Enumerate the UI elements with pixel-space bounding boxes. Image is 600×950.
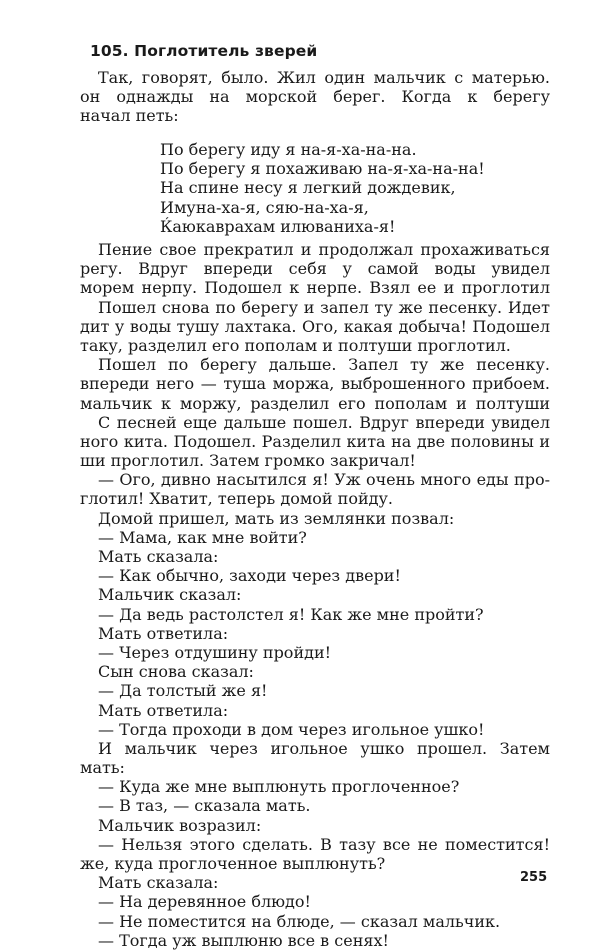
text-line: Мать сказала: (98, 547, 219, 566)
text-line: — Как обычно, заходи через двери! (98, 566, 401, 586)
text-line: — Мама, как мне войти? (98, 527, 307, 547)
text-line: Мать ответила: (98, 700, 229, 720)
text-line: Пошел снова по берегу и запел ту же песенку. Идет (98, 297, 550, 317)
text-line: регу. Вдруг впереди себя у самой воды увидел (80, 259, 550, 279)
text-line: Мальчик возразил: (98, 815, 262, 835)
text-line: глотил! Хватит, теперь домой пойду. (80, 489, 393, 509)
text-line: — Нельзя этого сделать. В тазу все не поместится! (98, 834, 550, 854)
text-line: Домой пришел, мать из землянки позвал: (98, 508, 455, 528)
text-line: — Да ведь растолстел я! Как же мне пройти? (98, 604, 484, 624)
song-verse (160, 140, 485, 236)
text-line: таку, разделил его пополам и полтуши проглотил. (80, 335, 511, 355)
text-line: Сын снова сказал: (98, 662, 254, 682)
verse-line: На спине несу я легкий дождевик, (160, 178, 456, 198)
text-line: — Ого, дивно насытился я! Уж очень много еды про- (98, 470, 550, 490)
story-body (80, 240, 550, 950)
text-line: Пошел по берегу дальше. Запел ту же песенку. (98, 355, 550, 375)
text-line: С песней еще дальше пошел. Вдруг впереди увидел (98, 412, 550, 432)
text-line: И мальчик через игольное ушко прошел. Затем (98, 738, 550, 758)
verse-line: По берегу иду я на-я-ха-на-на. (160, 140, 417, 159)
text-line: впереди него — туша моржа, выброшенного прибоем. (80, 374, 550, 394)
text-line: ного кита. Подошел. Разделил кита на две половины и (80, 431, 550, 451)
story-title: 105. Поглотитель зверей (90, 42, 318, 60)
text-line: он однажды на морской берег. Когда к берегу (80, 87, 550, 107)
page-number: 255 (520, 870, 548, 885)
intro-paragraph (80, 68, 550, 126)
text-line: — Не поместится на блюде, — сказал мальчик. (98, 911, 501, 931)
text-line: — В таз, — сказала мать. (98, 796, 311, 816)
text-line: Мать ответила: (98, 623, 229, 643)
text-line: начал петь: (80, 106, 179, 126)
text-line: — На деревянное блюдо! (98, 892, 311, 912)
text-line: ши проглотил. Затем громко закричал! (80, 451, 416, 471)
text-line: же, куда проглоченное выплюнуть? (80, 854, 386, 873)
verse-line: Ќаюкаврахам илюваниха-я! (160, 216, 396, 236)
text-line: морем нерпу. Подошел к нерпе. Взял ее и проглотил (80, 278, 550, 298)
text-line: Так, говорят, было. Жил один мальчик с матерью. (98, 68, 550, 87)
text-line: — Через отдушину пройди! (98, 642, 332, 662)
verse-line: По берегу я похаживаю на-я-ха-на-на! (160, 159, 485, 179)
text-line: — Да толстый же я! (98, 681, 268, 701)
text-line: мать: (80, 758, 125, 778)
text-line: мальчик к моржу, разделил его пополам и полтуши (80, 393, 550, 413)
text-line: Мать сказала: (98, 873, 219, 893)
text-line: дит у воды тушу лахтака. Ого, какая добыча! Подошел (80, 316, 550, 336)
text-line: Мальчик сказал: (98, 585, 242, 605)
verse-line: Имуна-ха-я, сяю-на-ха-я, (160, 197, 369, 217)
text-line: — Тогда уж выплюню все в сенях! (98, 930, 389, 950)
text-line: Пение свое прекратил и продолжал прохаживаться (98, 240, 550, 259)
text-line: — Тогда проходи в дом через игольное ушко! (98, 719, 485, 739)
text-line: — Куда же мне выплюнуть проглоченное? (98, 777, 460, 797)
